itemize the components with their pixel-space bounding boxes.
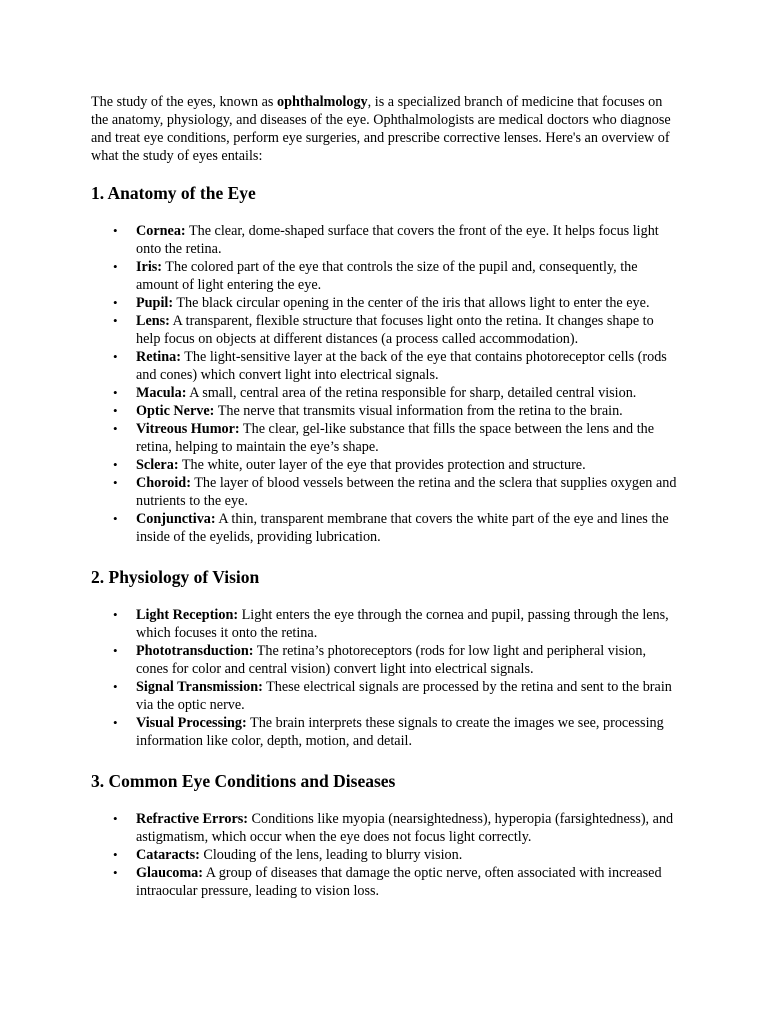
list-item-term: Sclera: (136, 457, 179, 473)
intro-bold-term: ophthalmology (276, 94, 368, 110)
bullet-icon: • (113, 313, 118, 328)
list-item-description: A thin, transparent membrane that covers the white part of the eye and lines the inside of the eyelids, providing lubrication. (136, 511, 669, 545)
list-item-description: The brain interprets these signals to create the images we see, processing information like color, depth, motion, and detail. (136, 715, 664, 749)
bullet-icon: • (113, 223, 118, 238)
list-item-term: Signal Transmission: (136, 679, 263, 695)
list-item-description: Conditions like myopia (nearsightedness), hyperopia (farsightedness), and astigmatism, which occur when the eye does not focus light correctly. (136, 811, 674, 845)
list-item-term: Vitreous Humor: (136, 421, 240, 437)
section-list (91, 222, 678, 546)
bullet-icon: • (113, 259, 118, 274)
list-item (113, 606, 678, 642)
section-heading: 1. Anatomy of the Eye (91, 183, 256, 203)
list-item-description: Light enters the eye through the cornea and pupil, passing through the lens, which focuses it onto the retina. (136, 607, 669, 641)
list-item-term: Choroid: (136, 475, 191, 491)
bullet-icon: • (113, 457, 118, 472)
list-item-term: Refractive Errors: (136, 811, 248, 827)
list-item-term: Lens: (136, 313, 170, 329)
bullet-icon: • (113, 349, 118, 364)
list-item (113, 810, 678, 846)
bullet-icon: • (113, 811, 118, 826)
list-item-term: Cataracts: (136, 847, 200, 863)
bullet-icon: • (113, 679, 118, 694)
section-heading: 2. Physiology of Vision (91, 567, 260, 587)
bullet-icon: • (113, 865, 118, 880)
list-item (113, 258, 678, 294)
list-item-description: A small, central area of the retina responsible for sharp, detailed central vision. (186, 385, 637, 401)
bullet-icon: • (113, 385, 118, 400)
list-item (113, 642, 678, 678)
list-item-term: Iris: (136, 259, 163, 275)
list-item-term: Conjunctiva: (136, 511, 216, 527)
list-item (113, 864, 678, 900)
bullet-icon: • (113, 421, 118, 436)
section-heading: 3. Common Eye Conditions and Diseases (91, 771, 396, 791)
bullet-icon: • (113, 715, 118, 730)
list-item (113, 348, 678, 384)
list-item (113, 402, 678, 420)
bullet-icon: • (113, 403, 118, 418)
list-item-term: Phototransduction: (136, 643, 254, 659)
section-list (91, 810, 678, 900)
intro-paragraph (91, 93, 678, 165)
list-item-term: Visual Processing: (136, 715, 247, 731)
list-item-term: Light Reception: (136, 607, 239, 623)
list-item (113, 294, 678, 312)
list-item-description: The nerve that transmits visual information from the retina to the brain. (214, 403, 623, 419)
list-item (113, 846, 678, 864)
intro-text-before: The study of the eyes, known as (91, 94, 277, 110)
bullet-icon: • (113, 475, 118, 490)
list-item-description: The black circular opening in the center of the iris that allows light to enter the eye. (173, 295, 650, 311)
list-item-description: The colored part of the eye that controls the size of the pupil and, consequently, the amount of light entering the eye. (136, 259, 638, 293)
list-item (113, 714, 678, 750)
list-item (113, 420, 678, 456)
list-item-description: The layer of blood vessels between the retina and the sclera that supplies oxygen and nutrients to the eye. (136, 475, 677, 509)
section-list (91, 606, 678, 750)
list-item-description: Clouding of the lens, leading to blurry vision. (199, 847, 463, 863)
list-item-description: These electrical signals are processed by the retina and sent to the brain via the optic nerve. (136, 679, 672, 713)
list-item-term: Glaucoma: (136, 865, 203, 881)
list-item-term: Cornea: (136, 223, 186, 239)
list-item (113, 474, 678, 510)
list-item-term: Macula: (136, 385, 187, 401)
bullet-icon: • (113, 847, 118, 862)
list-item-description: A group of diseases that damage the optic nerve, often associated with increased intraocular pressure, leading to vision loss. (136, 865, 662, 899)
list-item-description: A transparent, flexible structure that focuses light onto the retina. It changes shape to help focus on objects at different distances (a process called accommodation). (136, 313, 654, 347)
intro-text-after: , is a specialized branch of medicine that focuses on the anatomy, physiology, and diseases of the eye. Ophthalmologists are medical doctors who diagnose and treat eye conditions, perform eye surgeries, and prescribe corrective lenses. Here's an overview of what the study of eyes entails: (91, 94, 671, 164)
list-item (113, 222, 678, 258)
list-item (113, 510, 678, 546)
list-item (113, 456, 678, 474)
list-item-description: The retina’s photoreceptors (rods for low light and peripheral vision, cones for color and central vision) convert light into electrical signals. (136, 643, 647, 677)
bullet-icon: • (113, 511, 118, 526)
sections-container (91, 182, 678, 900)
list-item-description: The light-sensitive layer at the back of the eye that contains photoreceptor cells (rods and cones) which convert light into electrical signals. (136, 349, 667, 383)
bullet-icon: • (113, 643, 118, 658)
list-item-term: Optic Nerve: (136, 403, 215, 419)
list-item (113, 384, 678, 402)
list-item (113, 678, 678, 714)
list-item-description: The clear, gel-like substance that fills the space between the lens and the retina, helping to maintain the eye’s shape. (136, 421, 655, 455)
bullet-icon: • (113, 607, 118, 622)
list-item-term: Pupil: (136, 295, 174, 311)
list-item-description: The clear, dome-shaped surface that covers the front of the eye. It helps focus light onto the retina. (136, 223, 659, 257)
list-item (113, 312, 678, 348)
list-item-description: The white, outer layer of the eye that provides protection and structure. (178, 457, 586, 473)
list-item-term: Retina: (136, 349, 181, 365)
bullet-icon: • (113, 295, 118, 310)
